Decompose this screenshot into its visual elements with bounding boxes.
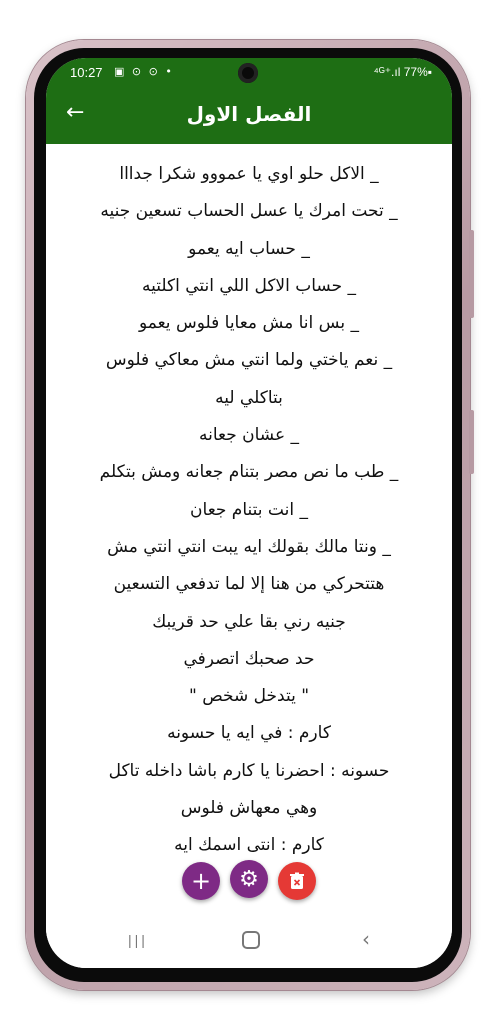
chapter-text xyxy=(54,156,444,865)
front-camera xyxy=(238,63,258,83)
volume-button xyxy=(469,230,474,318)
power-button xyxy=(469,410,474,474)
home-icon[interactable] xyxy=(242,931,260,949)
settings-button[interactable] xyxy=(230,860,268,898)
text-line: _ الاكل حلو اوي يا عمووو شكرا جدااا xyxy=(119,164,379,184)
recent-apps-icon[interactable]: ||| xyxy=(128,932,148,948)
text-line: _ نعم ياختي ولما انتي مش معاكي فلوس xyxy=(105,350,393,371)
gear-icon: ⚙ xyxy=(239,866,259,892)
add-button[interactable] xyxy=(182,862,220,900)
text-line: " يتدخل شخص " xyxy=(188,686,310,707)
text-line: _ عشان جعانه xyxy=(198,425,300,446)
text-line: بتاكلي ليه xyxy=(215,387,283,408)
text-line: _ حساب ايه يعمو xyxy=(188,238,310,259)
text-line: كارم : في ايه يا حسونه xyxy=(167,723,331,744)
text-line: _ انت بتنام جعان xyxy=(190,499,308,520)
text-line: _ ونتا مالك بقولك ايه يبت انتي انتي مش xyxy=(107,536,391,557)
text-line: _ طب ما نص مصر بتنام جعانه ومش بتكلم xyxy=(99,462,399,483)
screen xyxy=(46,58,452,968)
text-line: _ بس انا مش معايا فلوس يعمو xyxy=(139,313,359,334)
text-line: جنيه رني بقا علي حد قريبك xyxy=(152,611,346,632)
text-line: حد صحبك اتصرفي xyxy=(183,648,315,669)
text-line: كارم : انتى اسمك ايه xyxy=(174,835,324,856)
text-line: _ حساب الاكل اللي انتي اكلتيه xyxy=(141,275,357,296)
text-line: هتتحركي من هنا إلا لما تدفعي التسعين xyxy=(113,574,385,595)
navigation-bar xyxy=(46,918,452,968)
arrow-left-icon[interactable]: ← xyxy=(66,100,85,125)
plus-icon: + xyxy=(190,867,212,895)
page-title: الفصل الاول xyxy=(186,102,312,126)
text-line: حسونه : احضرنا يا كارم باشا داخله تاكل xyxy=(108,760,390,781)
text-line: _ تحت امرك يا عسل الحساب تسعين جنيه xyxy=(100,201,398,222)
text-line: وهي معهاش فلوس xyxy=(180,798,318,819)
status-bar xyxy=(46,58,452,88)
app-bar xyxy=(46,88,452,144)
back-icon[interactable]: ‹ xyxy=(362,927,370,951)
notification-icons: ▣ ⊙ ⊙ • xyxy=(114,65,174,78)
signal-battery-icons: ⁴ᴳ⁺.ıl 77%▪ xyxy=(373,65,432,79)
status-time: 10:27 xyxy=(70,65,103,80)
trash-icon xyxy=(289,872,305,890)
delete-button[interactable] xyxy=(278,862,316,900)
